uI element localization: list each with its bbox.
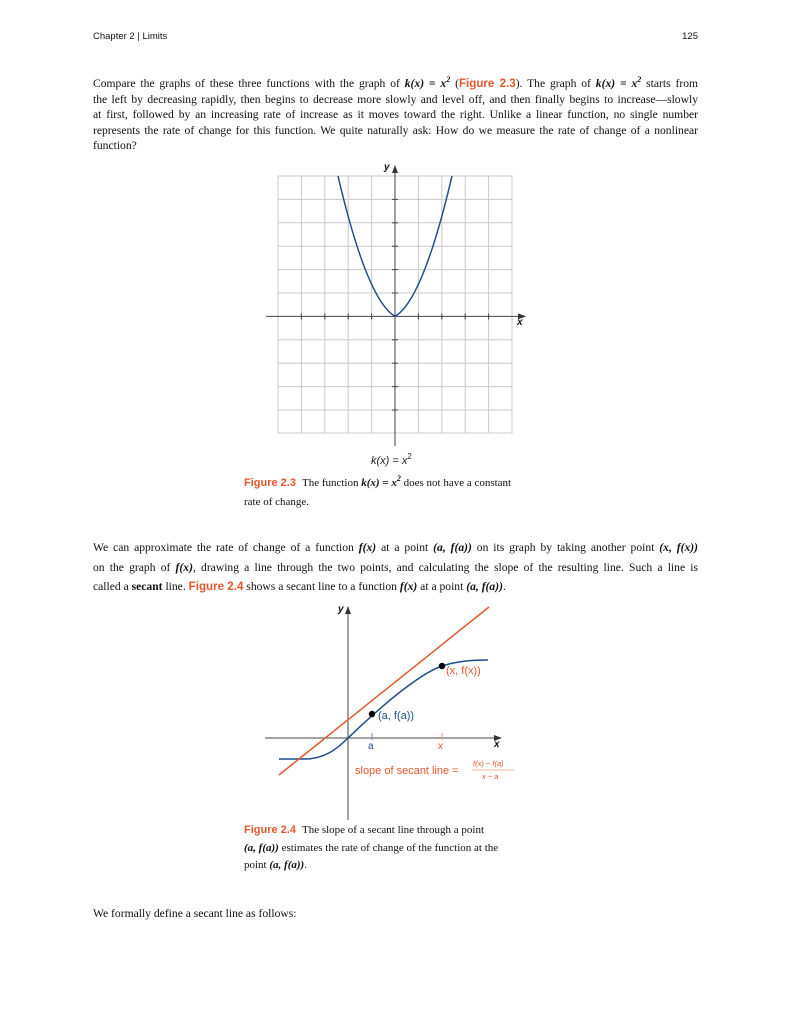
y-axis-label: y [338, 604, 344, 615]
page-number: 125 [682, 31, 698, 42]
secant-line [279, 607, 489, 775]
function-label: $k(x) = x^2$ [371, 452, 412, 467]
point-x-dot [439, 663, 445, 669]
paragraph-line: function? [93, 139, 137, 152]
tick-label-x: x [438, 741, 443, 752]
point-a-label: (a, f(a)) [378, 710, 415, 722]
figure-2-3-link[interactable]: Figure 2.3 [458, 77, 516, 90]
paragraph-line: represents the rate of change for this function. We quite naturally ask: How do we measure the rate of change of a nonlinear [93, 123, 698, 137]
paragraph-line: called a secant line. Figure 2.4 shows a secant line to a function f(x) at a point (a, f(a)). [93, 580, 506, 594]
running-header-chapter: Chapter 2 | Limits [93, 31, 168, 42]
figure-2-3-caption: Figure 2.3 The function $k(x) = x^2$ does not have a constant rate of change. [244, 474, 512, 508]
point-a-dot [369, 711, 375, 717]
point-x-label: (x, f(x)) [446, 665, 481, 677]
y-axis-arrow-icon [345, 606, 351, 614]
paragraph-line: We can approximate the rate of change of a function f(x) at a point (a, f(a)) on its graph by taking another point (x, f(x)) [93, 541, 698, 554]
x-axis-label: x [517, 317, 523, 328]
tick-label-a: a [368, 741, 374, 752]
paragraph-line: Compare the graphs of these three functions with the graph of $k(x) = x^2$ (Figure 2.3). The graph of $k(x) = x^2$ starts from [93, 75, 699, 90]
slope-label: slope of secant line = [355, 765, 459, 777]
x-axis-label: x [494, 739, 500, 750]
math-kx: $k(x) = x^2$ [595, 75, 642, 90]
slope-denominator: x − a [482, 772, 499, 781]
figure-2-4-caption: Figure 2.4 The slope of a secant line through a point (a, f(a)) estimates the rate of change of the function at the point (a, f(a)). [244, 824, 499, 871]
paragraph-line: at first, followed by an increasing rate of increase as it moves toward the right. Unlike a linear function, no single number [93, 108, 698, 121]
paragraph-line: the left by decreasing rapidly, then begins to decrease more slowly and level off, and then finally begins to increase—slowly [93, 92, 698, 106]
math-kx: $k(x) = x^2$ [404, 75, 451, 90]
slope-numerator: f(x) − f(a) [473, 759, 504, 768]
paragraph-line: on the graph of f(x), drawing a line through the two points, and calculating the slope of the resulting line. Such a line is [93, 560, 698, 574]
figure-label: Figure 2.4 [244, 824, 296, 836]
paragraph-definition-intro: We formally define a secant line as follows: [93, 907, 297, 920]
figure-label: Figure 2.3 [244, 477, 296, 489]
y-axis-label: y [384, 162, 390, 173]
figure-2-4-link[interactable]: Figure 2.4 [188, 580, 244, 594]
